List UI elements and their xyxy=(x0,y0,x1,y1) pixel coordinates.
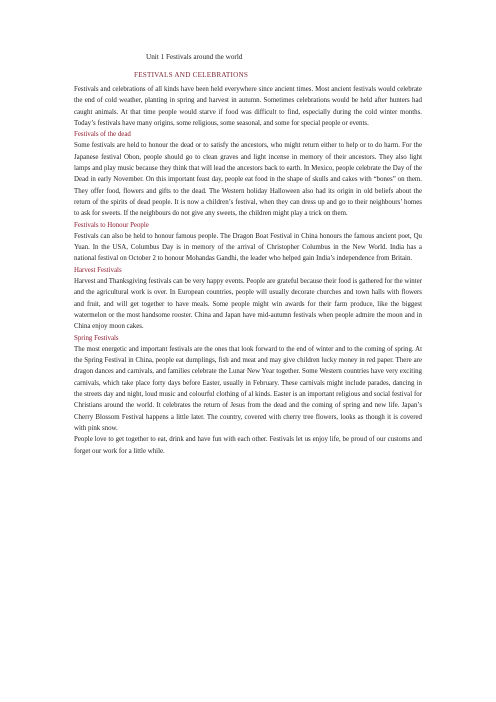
closing-paragraph: People love to get together to eat, drink and have fun with each other. Festivals let us enjoy life, be proud of our customs and forget our work for a little while. xyxy=(74,436,422,455)
article-title: FESTIVALS AND CELEBRATIONS xyxy=(134,71,249,79)
section-heading-spring: Spring Festivals xyxy=(74,334,119,342)
unit-title: Unit 1 Festivals around the world xyxy=(146,53,243,61)
section-text-harvest: Harvest and Thanksgiving festivals can be very happy events. People are grateful because their food is gathered for the winter and the agricultural work is over. In European countries, people will usually decorate churches and town halls with flowers and fruit, and will get together to have meals. Some people might win awards for their farm produce, like the biggest watermelon or the most handsome rooster. China and Japan have mid-autumn festivals when people admire the moon and in China enjoy moon cakes. xyxy=(74,278,422,331)
section-text-dead: Some festivals are held to honour the dead or to satisfy the ancestors, who might return either to help or to do harm. For the Japanese festival Obon, people should go to clean graves and light incense in memory of their ancestors. They also light lamps and play music because they think that will lead the ancestors back to earth. In Mexico, people celebrate the Day of the Dead in early November. On this important feast day, people eat food in the shape of skulls and cakes with “bones” on them. They offer food, flowers and gifts to the dead. The Western holiday Halloween also had its origin in old beliefs about the return of the spirits of dead people. It is now a children’s festival, when they can dress up and go to their neighbours’ homes to ask for sweets. If the neighbours do not give any sweets, the children might play a trick on them. xyxy=(74,142,422,218)
section-heading-dead: Festivals of the dead xyxy=(74,131,131,139)
article-body xyxy=(74,84,422,457)
section-heading-honour: Festivals to Honour People xyxy=(74,221,149,229)
section-heading-harvest: Harvest Festivals xyxy=(74,266,122,274)
section-text-honour: Festivals can also be held to honour famous people. The Dragon Boat Festival in China honours the famous ancient poet, Qu Yuan. In the USA, Columbus Day is in memory of the arrival of Christopher Columbus in the New World. India has a national festival on October 2 to honour Mohandas Gandhi, the leader who helped gain India’s independence from Britain. xyxy=(74,232,422,263)
section-text-spring: The most energetic and important festivals are the ones that look forward to the end of winter and to the coming of spring. At the Spring Festival in China, people eat dumplings, fish and meat and may give children lucky money in red paper. There are dragon dances and carnivals, and families celebrate the Lunar New Year together. Some Western countries have very exciting carnivals, which take place forty days before Easter, usually in February. These carnivals might include parades, dancing in the streets day and night, loud music and colourful clothing of al kinds. Easter is an important religious and social festival for Christians around the world. It celebrates the return of Jesus from the dead and the coming of spring and new life. Japan’s Cherry Blossom Festival happens a little later. The country, covered with cherry tree flowers, looks as though it is covered with pink snow. xyxy=(74,345,422,432)
intro-paragraph: Festivals and celebrations of all kinds have been held everywhere since ancient times. Most ancient festivals would celebrate the end of cold weather, planting in spring and harvest in autumn. Sometimes celebrations would be held after hunters had caught animals. At that time people would starve if food was difficult to find, especially during the cold winter months. Today’s festivals have many origins, some religious, some seasonal, and some for special people or events. xyxy=(74,86,422,127)
